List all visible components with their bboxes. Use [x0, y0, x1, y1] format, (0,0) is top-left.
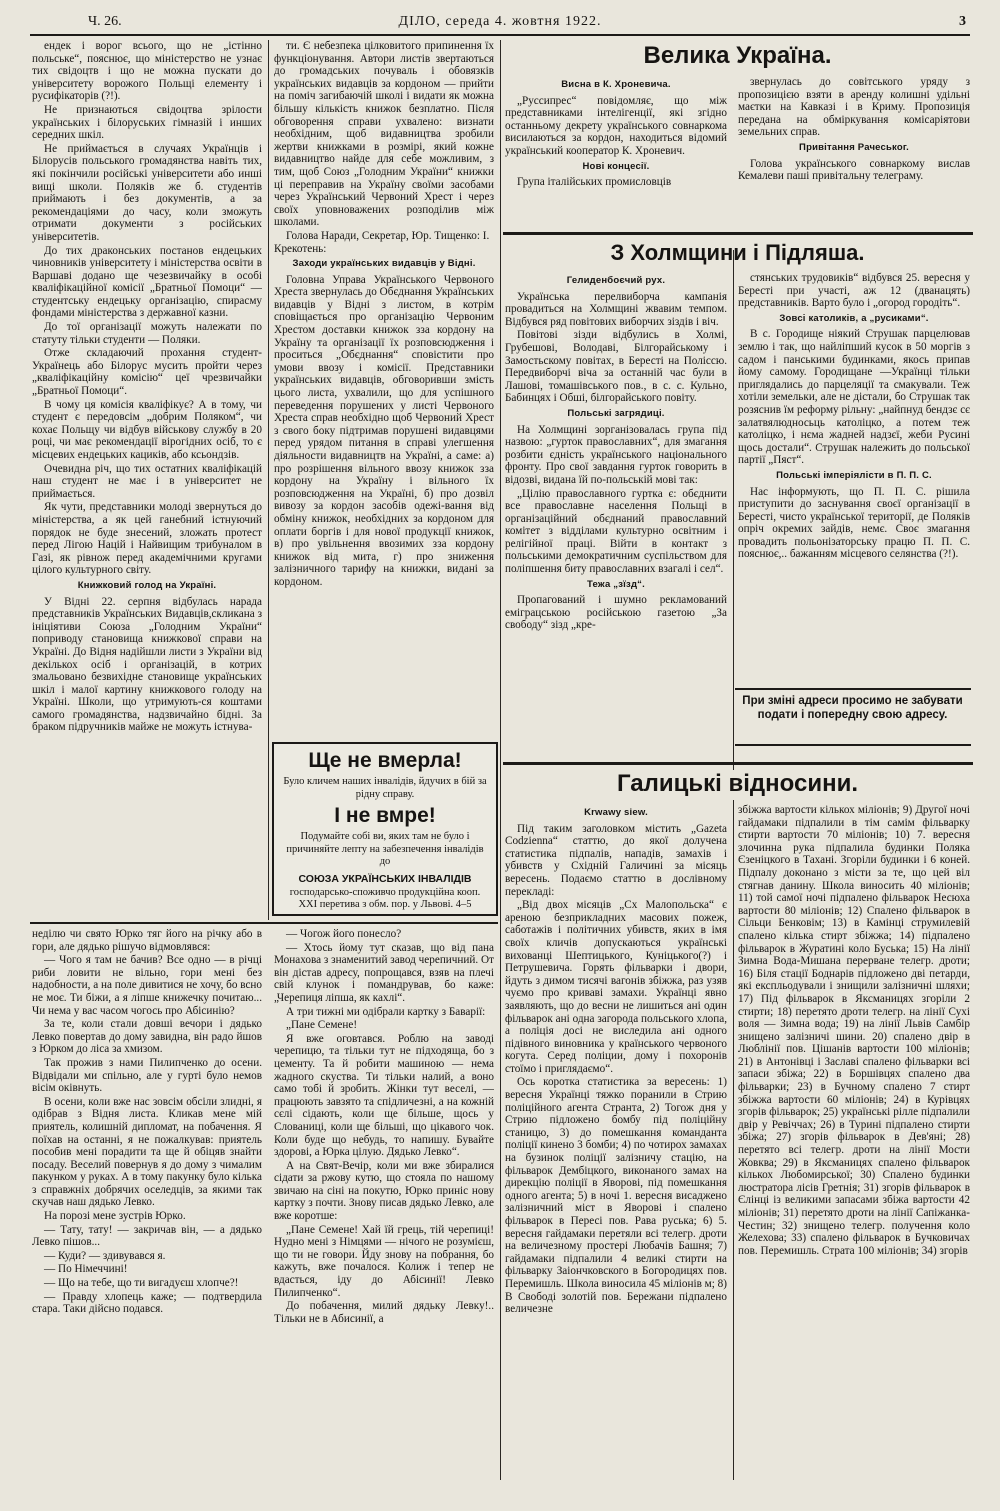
- column-2: [274, 40, 494, 740]
- paragraph: „Пане Семене! Хай їй грець, тій черепиці! Нудно мені з Німцями — нічого не розумієш, що ти не говори. Йду знову на побрання, бо кажуть, вже почалося. Колиж і тепер не вдасться, іду до Абісинії! Левко Пилипченко“.: [274, 1223, 494, 1299]
- column-divider: [733, 800, 734, 1480]
- column-divider: [500, 40, 501, 1480]
- paragraph: Я вже оговтався. Роблю на заводі черепицю, та тільки тут не підходяща, бо з цементу. Та й робити машиною — нема жадного скуства. Ти тільки налий, а воно само тобі й зробить. Жінки тут веселі, — працюють завзято та спідличезні, а на кожній сєлі сідають, коли ще більше, щось у Слованиці, коли ще більші, що цікавого чок. Коли буде що небудь, то напишу. Бувайте здорові, а Юрка цілую. Дядько Левко“.: [274, 1032, 494, 1159]
- paragraph: Українська перелвиборча кампанія провадиться на Холмщині жвавим темпом. Відбувся ряд повітових виборчих зіздів і віч.: [505, 290, 727, 328]
- paragraph: „Цілію православного гуртка є: обєднити все православне населення Польщі в організаційний обєднаний православний комітет з відділами культурно освітним і релігійної праці. Війти в контакт з польськими демократичним суспільством для поліпшення биту православних взагалі і сел“.: [505, 487, 727, 576]
- appeal-title-1: Ще не вмерла!: [308, 749, 462, 772]
- velyka-ukraina-col-2: [738, 76, 970, 236]
- article-subheading: Польські імперіялісти в П. П. С.: [776, 469, 932, 481]
- signature: Голова Наради, Секретар, Юр. Тищенко: І. Крекотень:: [274, 229, 490, 255]
- paragraph: У Відні 22. серпня відбулась нарада представників Українських Видавців,скликана з ініціятиви Союза „Голодним України“ поприводу становища книжкової справи на Україні. До Відня надійшли листи з України від декількох осіб і організацій, в котрих змальовано безвихідне становище українських шкіл і малої картину книжкового голоду на Україні. Школи, що утримують-ся коштами самого громадянства, надзвичайно бідні. За браком підручників майже не можуть істнува-: [32, 595, 262, 734]
- article-subheading: Гелиденбоєчий рух.: [566, 275, 666, 286]
- column-divider: [733, 250, 734, 770]
- paragraph: — Тату, тату! — закричав він, — а дядько Левко пішов...: [32, 1223, 262, 1249]
- paragraph: звернулась до совітського уряду з пропозицією взяти в аренду колишні удільні маєтки на Кавказі і в Криму. Пропозиція передана на обміркування комісаріятови земельних справ.: [738, 76, 970, 139]
- paragraph: Не признаються свідоцтва зрілости українських і білоруських гімназій і инших середних шкіл.: [32, 103, 262, 142]
- article-subheading: Висна в К. Хроневича.: [561, 79, 671, 90]
- appeal-title-2: І не вмре!: [334, 804, 436, 827]
- appeal-text-2: Подумайте собі ви, яких там не було і причиняйте лепту на забезпечення інвалідів до: [286, 831, 484, 867]
- paragraph: — Що на тебе, що ти вигадуєш хлопче?!: [44, 1277, 239, 1290]
- section-rule: [30, 922, 498, 924]
- paragraph: За те, коли стали довші вечори і дядько Левко повертав до дому завидна, він радо йшов з Юрком до ліса за хмизом.: [32, 1018, 262, 1056]
- article-subheading: Привітання Рачеськог.: [799, 141, 909, 153]
- address-notice: При зміні адреси просимо не забувати подати і попередну свою адресу.: [742, 695, 963, 721]
- masthead: [30, 12, 970, 36]
- article-subheading: Книжковий голод на Україні.: [77, 579, 217, 591]
- appeal-organization: СОЮЗА УКРАЇНСЬКИХ ІНВАЛІДІВ: [298, 872, 472, 885]
- paragraph: А на Свят-Вечір, коли ми вже збиралися сідати за ржову кутю, що стояла по нашому звичаю на сіні на покутю, Юрко приніс нову картку з почти. Знову писав дядько Левко, але вже коротше:: [274, 1159, 494, 1223]
- paragraph: ти. Є небезпека цілковитого припинення їх функціонування. Автори листів звертаються до громадських почуваль і обовязків українських видавців за кордоном — прийти на поміч загибаючій школі і видати як можна більшу кількість книжок безплатно. Після обговорення справи ухвалено: визнати необхідним, щоб видавництва зробили жертви книжками в розмірі, який кожне видавництво найде для себе можливим, з тим, щоб Союз „Голодним України“ книжки ці переправив на Україну своїми засобами через Український Червоний Хрест і через своїх уповноважених розподілив між школами.: [274, 40, 494, 229]
- page-number-right: 3: [959, 14, 966, 29]
- paragraph: „Пане Семене!: [286, 1019, 358, 1032]
- paragraph: — Чого я там не бачив? Все одно — в річці риби ловити не вільно, гори мені без надобности, а на поле дивитися не хочу, бо всно не моє. Ти біжи, а я ліпше книжечку почитаю... Чи нема у вас часом чогось про Абісинію?: [32, 954, 262, 1017]
- paragraph: ендек і ворог всього, що не „істінно польське“, пояснює, що міністерство не узнає тих свідоцтв і що не можна пускати до університету ворожого Польщі елементу і русифікаторів (?!).: [32, 40, 262, 103]
- page-number: Ч. 26.: [88, 14, 122, 29]
- section-rule: [735, 744, 971, 746]
- invalids-appeal-box: [272, 742, 498, 916]
- paragraph: В с. Городище ніякий Струшак парцелював землю і так, що найліпший кусок в 50 моргів з садом і панськими будинками, якось припав йому самому. Городищане —Українці тільки приглядались до парцеляції та смакували. Теж хотіли земельки, але не дістали, бо Струшак так розяснив їм реформу рільну: „найпнуд бендзє сє залатвялюдносьць католіцко, а потем теж католіцко, і нєма жадней надзєї, жеби Русині щось достали“. Струшак належить до польської партії „Пяст“.: [738, 328, 970, 467]
- paragraph: В чому ця комісія кваліфікує? А в тому, чи студент є передовсім „добрим Поляком“, чи кохає Польщу чи відбув військову службу в 20 році, чи має рекомендації вірогідних осіб, то є місцевих ендецьких кациків, або ксьондзів.: [32, 398, 262, 461]
- paragraph: В осени, коли вже нас зовсім обсіли злидні, я одібрав з Відня листа. Кликав мене мій приятель, колишній дипломат, на побачення. Я поїхав на останні, я не пожалкував: приятель пособив мені порадити та ще й обіцяв знайти посаду. Веселий повернув я до дому з чималим пакунком у руках. А в тому пакунку було кілька з справжніх добрячих оселедців, за якими так скучав наш дядько Левко.: [32, 1095, 262, 1209]
- headline-kholm: З Холмщини і Підляша.: [610, 240, 865, 265]
- paragraph: стянських трудовиків“ відбувся 25. вересня у Бересті при участі, аж 12 (дванацять) представників. Варто було і „огород городіть“.: [738, 272, 970, 310]
- galician-col-2: [738, 804, 970, 1480]
- section-rule: [735, 688, 971, 690]
- column-1: [32, 40, 262, 920]
- paragraph: — Правду хлопець каже; — подтвердила стара. Таки дійсно подався.: [32, 1290, 262, 1316]
- kholm-col-2: [738, 272, 970, 682]
- paragraph: „Руссипрес“ повідомляє, що між представниками інтелігенції, які згідно останньому декрету українського совнаркома висилаються за кордон, находиться відомий український кооператор К. Хроневич.: [505, 94, 727, 157]
- paragraph: Як чути, представники молоді звернуться до міністерства, а як цей ганебний істнуючий порядок не буде знесений, зложать протест перед Лігою Націй і Найвищим трибуналом в Газі, як рівнож перед академічними кругами цілого культурного світу.: [32, 501, 262, 577]
- paragraph: До тих драконських постанов ендецьких чиновників університету і міністерства освіти в Варшаві додано ще чезезвичайку в особі кваліфікаційної комісії „Братньої Помоци“ — студентську ендецьку організацію, спирасму фондами міністерства з державної казни.: [32, 244, 262, 320]
- velyka-ukraina-col-1: [505, 76, 727, 236]
- paragraph: А три тижні ми одібрали картку з Баварії:: [286, 1005, 486, 1018]
- kholm-col-1: [505, 272, 727, 724]
- paragraph: Головна Управа Українського Червоного Хреста звернулась до Обєднання Українських видавців у Відні з листом, в котрім сповіщається про організацію Червоним Хрестом доставки книжок зза кордону на Україну та організації їх розповсюдження і проситься „Обєднання“ сповістити про умови ввозу і комісії. Представники українських видавців, обговоривши змість цього листа, ухвалили, що для успішного переведення порушених у листі Червоного Хреста справ необхідно щоб Червоний Хрест з свого боку підтримав порушені видавцями перед урядом питання в справі улегшення діяльности видавництв на Україні, а саме: а) про розрішення вільного ввозу книжок зза кордону на Україну і вільного їх розповсюдження на Україні, б) про дозвіл вивозу за кордон засобів одежі-вання від обміну книжок, необхідних за кордоном для оплати боргів і для нової продукції книжок, в) про увільнення ввозимих зза кордону книжок від мита, г) про зниження залізничного тарифу на книжки, видані за кордоном.: [274, 273, 494, 588]
- paragraph: Голова українського совнаркому вислав Кемалеви паші привітальну телеграму.: [738, 157, 970, 183]
- article-subheading: Нові концесії.: [582, 160, 650, 172]
- paragraph: Нас інформують, що П. П. С. рішила приступити до заснування своєї організації в Бересті, чисто української території, де Поляків опріч окремих зайдів, немє. Своє змагання провадить польонізаторську працю П. П. С. пояснює,.. бажанням місцевого селянства (?!).: [738, 485, 970, 561]
- article-subheading: Заходи українських видавців у Відні.: [292, 258, 476, 270]
- galician-col-1: [505, 804, 727, 1480]
- paragraph: Ось коротка статистика за вересень: 1) вересня Українці тяжко поранили в Стрию поліційного агента Странта, 2) Тогож дня у Стрию підложено бомбу під поліційну станицю, 3) до помешкання команданта поліції кинено 3 бомби; 4) по чотирох замахах на бузинок поліції залізничу стацію, на фільварок Дембіцкого, виконаного замах на дирекцію поліції в Яворові, під помешкання одного агента; 5) в ночі 1. вересня висаджено залізничний міст в Яворові і спалено фільварок в Пересі пов. Рава руська; 6) 5. вересня гайдамаки перетяли всі телегр. дроти на величезному простері Любачів Башня; 7) гайдамаки підпалили 4 великі стирти на фільварку Заіончковского в Богородицях пов. Перемишль. Школа виносила 45 міліонів м; 8) В Свободі золотій пов. Бережани підпалено величезне: [505, 1076, 727, 1316]
- paragraph: Повітові зізди відбулись в Холмі, Грубешові, Володаві, Білгорайському і Замостьскому повітах, в Бересті на Поліссю. Передвиборчі віча за останній час були в Лашові, томашівського пов., в с. с. Кульно, Бабинцях і Обші, білгорайського повіту.: [505, 329, 727, 405]
- headline-velyka-ukraina: Велика Україна.: [643, 42, 832, 69]
- paragraph: На порозі мене зустрів Юрко.: [44, 1210, 186, 1223]
- paragraph: До побачення, милий дядьку Левку!.. Тільки не в Абисинії, а: [274, 1300, 494, 1325]
- article-subheading: Тежа „зїзд“.: [587, 578, 645, 590]
- paragraph: До тої організації можуть належати по статуту тільки студенти — Поляки.: [32, 321, 262, 346]
- section-rule: [503, 232, 973, 235]
- paragraph: — Хтось йому тут сказав, що від пана Монахова з знаменитий завод черепичний. От він дістав адресу, попрощався, взяв на плечі свій клунок і помандрував, бо каже: „Черепиця ліпша, як кахлі“.: [274, 941, 494, 1004]
- paragraph: — Чогож його понесло?: [286, 928, 402, 940]
- paragraph: Група італійських промисловців: [517, 176, 672, 189]
- feuilleton-col-2: [274, 928, 494, 1480]
- paragraph: — Куди? — здивувався я.: [44, 1249, 166, 1262]
- paragraph: Пропагований і шумно рекламований еміграцською російською газетою „За свободу“ зізд „кре-: [505, 594, 727, 632]
- paragraph: Так прожив з нами Пилипченко до осени. Відвідали ми спільно, але у гурті було немов вісім оківнуть.: [32, 1056, 262, 1095]
- paragraph: збіжжа вартости кількох міліонів; 9) Другої ночі гайдамаки підпалили в тім самім фільварку стирти вартости 70 міліонів; 10) 7. вересня злочинна рука підпалила будинки Поляка Єзеніцкого в Тахані. Згоріли будинки і 6 коней. Підпалу доконано з місти за те, що цей віл стягнав данину. Школа виносить 40 міліонів; 11) той самої ночі підпалено фільварок Несюха вартости 80 міліонів; 12) Спалено фільварок в Сільци Бенковім; 13) в Камінці струмилевій спалено кілька стирт збіжжа; 14) підпалено фільварок в Журатині коло Буська; 15) На лінії Зимна Вода-Мишана перерване телегр. дроти; 16) Біля стації Боднарів підложено дві петарди, які експльодували і знищили залізничні шляхи; 17) Під фільварок в Яксманицях згоріли 2 стирти; 18) перетято дроти телегр. на лінії Сухі воля — Зимна вода; 19) на лінії Львів Самбір знищено залізничі шини. 20) спалено двір в Люблінії пов. Цішанів вартости 100 міліонів; 21) в Антонівці і Заславі спалено фільварки всі запаси збіжа; 22) в Боршівцях спалено два фільварки; 23) в Бучному спалено 7 стирт збіжжа вартости 60 міліонів; 24) в Курівцях згорів фільварок; 25) українські рілле підпалили двір у Ревіччах; 26) в Турині підпалено стирти збіжа; 27) згорів фільварок в Дев'яні; 28) перетято всі телегр. дроти на лінії Мости Жовква; 29) в Яксманицях спалено фільварок кількох Любомирської; 30) Спалено будинки люстратора лісів Гретнія; 31) згорів фільварок в Єлінці із великими запасами збіжа вартости 42 міліонів; 31) перетято дроти на лінії Сапіжанка-Честин; 32) знищено телегр. получення коло Желехова; 33) спалено фільварок в Бучковичах пов. Перемишль. Страта 100 міліонів; 34) згорів: [738, 804, 970, 1257]
- newspaper-title-date: ДІЛО, середа 4. жовтня 1922.: [398, 14, 602, 29]
- article-subheading: Зовсі католиків, а „русиками“.: [779, 312, 929, 324]
- paragraph: неділю чи свято Юрко тяг його на річку або в гори, але дядько рішучо відмовлявся:: [32, 928, 262, 953]
- paragraph: „Від двох місяців „Сх Малопольска“ є ареною безприкладних масових пожеж, саботажів і політичних убивств, яких в імя своїх кличів допускаються українські вихованці Шептицького, Куніцького(?) і Петрушевича. Горять фільварки і двори, йдуть з димом тисячі вагонів збіжжа, раз узяв чуємо про криваві замахи. Українці явно заявляють, що до весни не лишиться ані один фільварок ані одна загорода польського хлопа, а поліція досі не виследила ані одного підівного виновника у країнського червоного когута. Серед поліции, дому і похоронів стоїмо і приглядаємо“.: [505, 899, 727, 1075]
- feuilleton-col-1: [32, 928, 262, 1480]
- paragraph: Очевидна річ, що тих остатних кваліфікацій наш студент не має і в університет не приймається.: [32, 462, 262, 500]
- article-subheading: Krwawy siew.: [584, 807, 648, 818]
- appeal-text-1: Було кличем наших інвалідів, йдучих в бій за рідну справу.: [283, 776, 487, 800]
- paragraph: На Холмщині зорганізовалась група під назвою: „гурток православних“, для змагання розбити єдність українського національного фронту. Про свої завдання гурток говорить в відозві, видана їй по-польській мові так:: [505, 423, 727, 486]
- column-divider: [268, 40, 269, 920]
- section-rule: [503, 762, 973, 765]
- article-subheading: Польські загрядиці.: [567, 407, 665, 419]
- appeal-address: господарсько-споживчо продукційна кооп. XXI перетива з обм. пор. у Львові. 4–5: [289, 886, 481, 910]
- paragraph: — По Німеччині!: [44, 1263, 128, 1276]
- paragraph: Отже складаючий прохання студент-Українець або Білорус мусить пройти через „кваліфікаційну комісію“ цеї чрезвичайки „Братньої Помоци“.: [32, 347, 262, 398]
- headline-galician: Галицькі відносини.: [616, 770, 858, 797]
- paragraph: Під таким заголовком містить „Gazeta Codzienna“ статтю, до якої долучена статистика підпалів, нападів, замахів і убивств у Східній Галичині за місяць вересень. Подаємо статтю в дослівному перекладі:: [505, 822, 727, 898]
- paragraph: Не приймається в случаях Українців і Білорусів польського громадянства навіть тих, які покінчили російські університети або инші вищі школи. Поляків же б. студентів приймають і без документів, а за рекомендаціями до часу, коли зможуть отримати документи з російських університетів.: [32, 142, 262, 243]
